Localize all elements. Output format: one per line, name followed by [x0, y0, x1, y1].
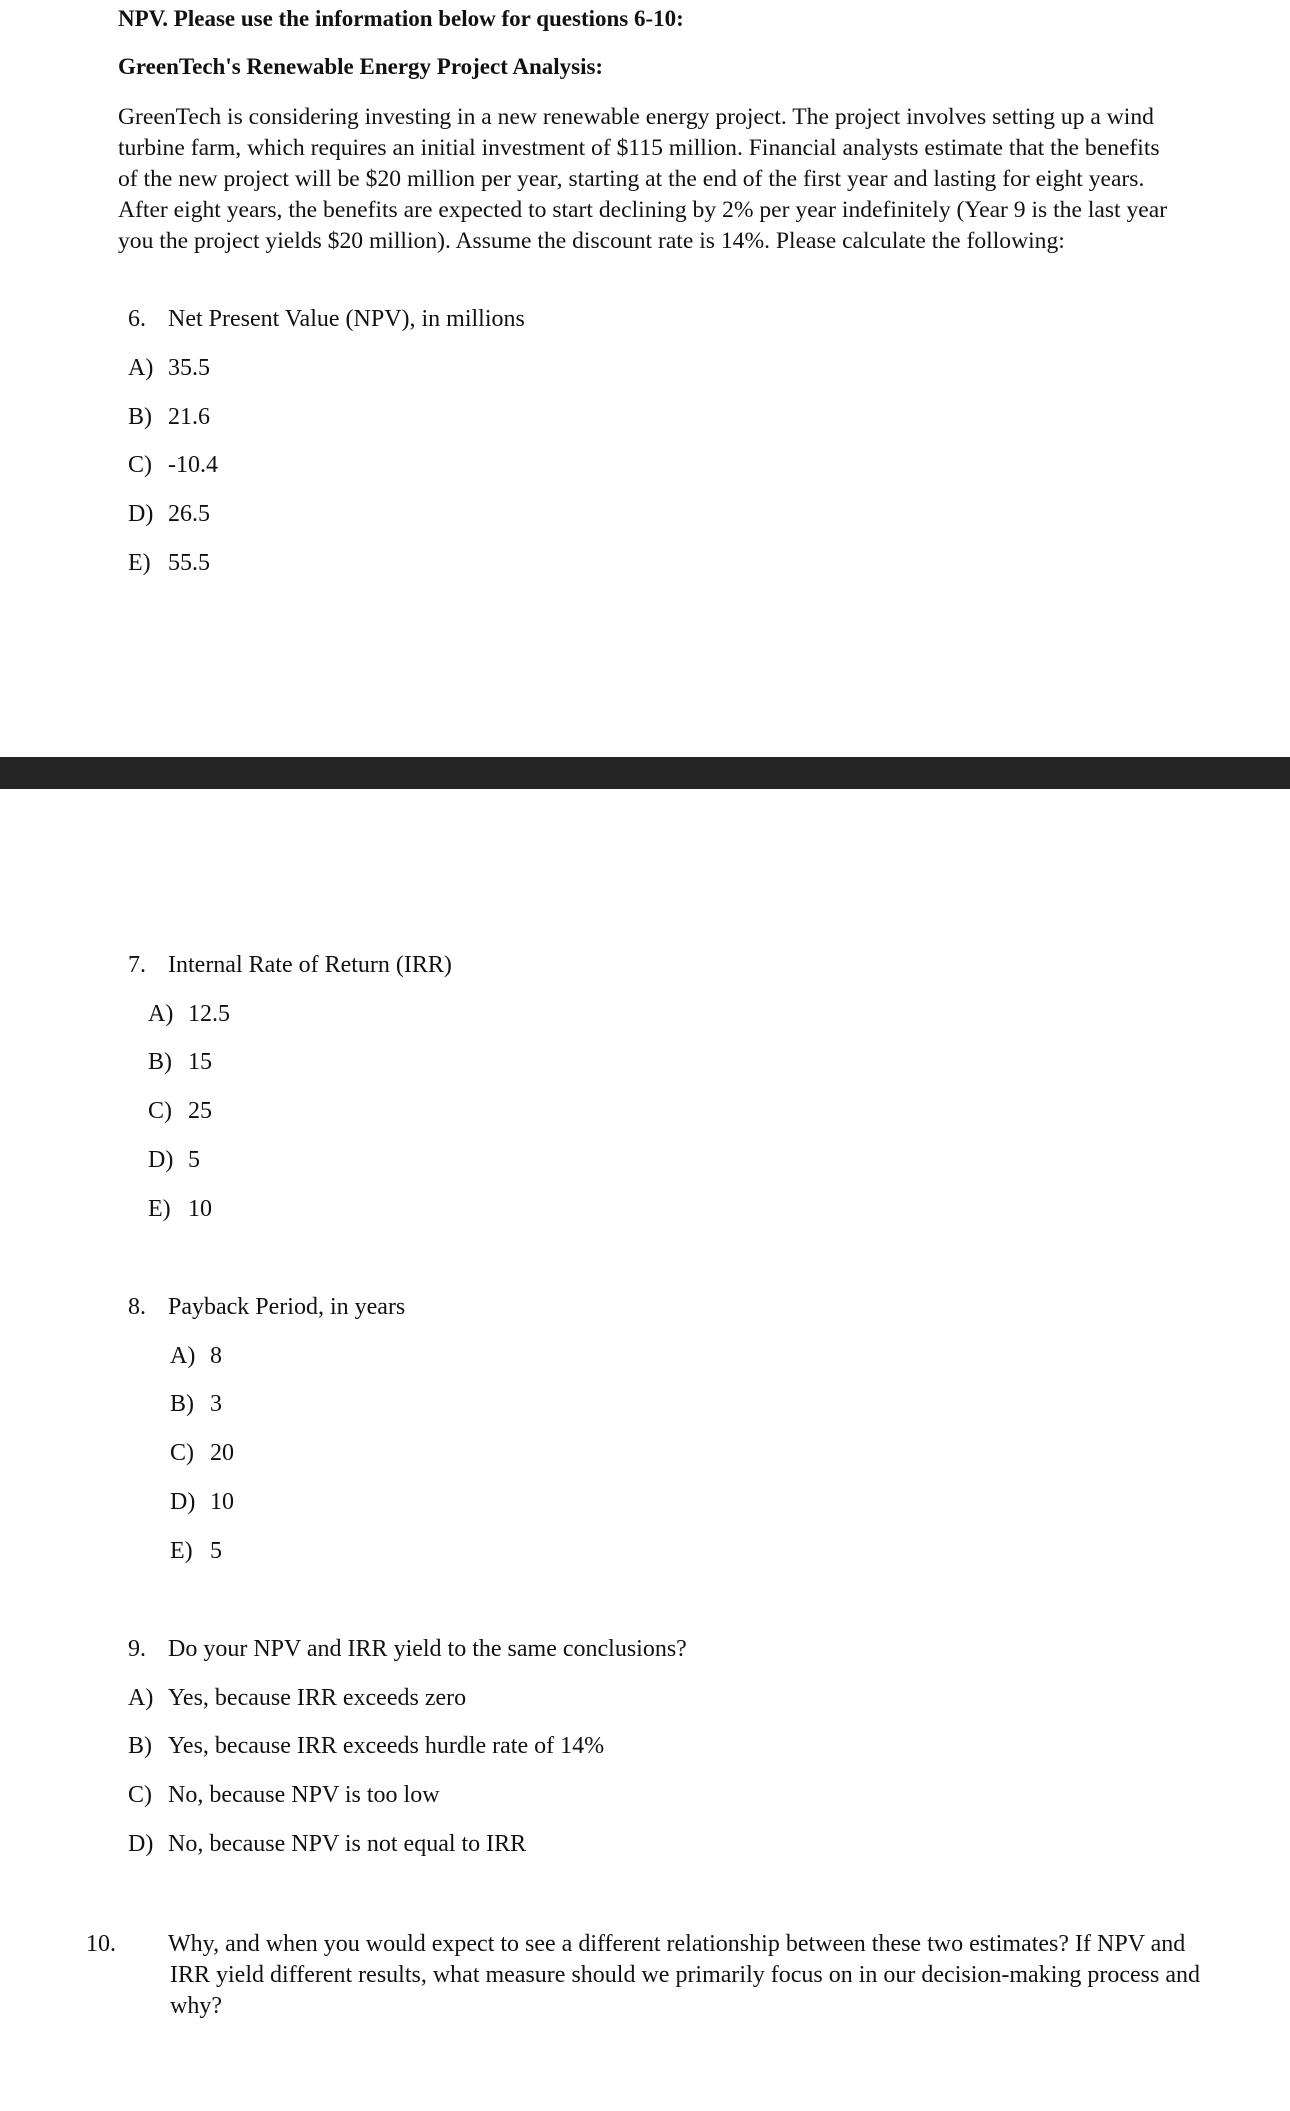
option-letter: B)	[128, 404, 152, 430]
question-7-option-e[interactable]	[148, 1196, 212, 1223]
question-6-option-c[interactable]	[128, 452, 218, 479]
question-8-option-e[interactable]	[170, 1538, 222, 1565]
option-text: 10	[188, 1196, 212, 1222]
question-7-text: Internal Rate of Return (IRR)	[168, 952, 452, 978]
question-9-option-c[interactable]	[128, 1782, 440, 1809]
option-text: -10.4	[168, 452, 218, 478]
question-7-number: 7.	[128, 952, 146, 978]
question-8-line	[128, 1294, 405, 1321]
option-letter: D)	[128, 1831, 154, 1857]
option-letter: B)	[170, 1391, 194, 1417]
option-letter: C)	[128, 1782, 152, 1808]
option-text: 5	[188, 1147, 200, 1173]
question-8-number: 8.	[128, 1294, 146, 1320]
question-6-number: 6.	[128, 306, 146, 332]
option-letter: D)	[170, 1489, 196, 1515]
option-letter: B)	[148, 1049, 172, 1075]
question-10	[86, 1929, 1200, 2022]
option-text: Yes, because IRR exceeds hurdle rate of 14%	[168, 1733, 605, 1759]
option-text: No, because NPV is not equal to IRR	[168, 1831, 527, 1857]
option-text: 15	[188, 1049, 212, 1075]
question-7-line	[128, 952, 452, 979]
question-7-option-c[interactable]	[148, 1098, 212, 1125]
question-6-option-d[interactable]	[128, 501, 210, 528]
document-title: NPV. Please use the information below for questions 6-10:	[118, 6, 684, 31]
question-7-option-b[interactable]	[148, 1049, 212, 1076]
page-divider-bar	[0, 757, 1290, 789]
option-text: 21.6	[168, 404, 210, 430]
question-8-option-d[interactable]	[170, 1489, 234, 1516]
question-9-text: Do your NPV and IRR yield to the same conclusions?	[168, 1636, 687, 1662]
option-text: 25	[188, 1098, 212, 1124]
option-text: 5	[210, 1538, 222, 1564]
option-letter: E)	[170, 1538, 193, 1564]
option-letter: A)	[128, 1685, 154, 1711]
option-text: 8	[210, 1343, 222, 1369]
question-8-option-b[interactable]	[170, 1391, 222, 1418]
question-9-option-b[interactable]	[128, 1733, 604, 1760]
intro-paragraph: GreenTech is considering investing in a new renewable energy project. The project involves setting up a wind turbine farm, which requires an initial investment of $115 million. Financial analysts estimate that the benefits of the new project will be $20 million per year, starting at the end of the first year and lasting for eight years. After eight years, the benefits are expected to start declining by 2% per year indefinitely (Year 9 is the last year you the project yields $20 million). Assume the discount rate is 14%. Please calculate the following:	[118, 104, 1168, 254]
question-6-text: Net Present Value (NPV), in millions	[168, 306, 525, 332]
question-10-number: 10.	[86, 1931, 116, 1957]
option-letter: B)	[128, 1733, 152, 1759]
option-letter: E)	[128, 550, 151, 576]
option-text: No, because NPV is too low	[168, 1782, 440, 1808]
option-letter: A)	[170, 1343, 196, 1369]
option-text: 3	[210, 1391, 222, 1417]
question-9-option-a[interactable]	[128, 1685, 466, 1712]
question-7-option-a[interactable]	[148, 1001, 230, 1028]
option-letter: D)	[148, 1147, 174, 1173]
option-text: 12.5	[188, 1001, 230, 1027]
option-letter: C)	[148, 1098, 172, 1124]
option-text: 26.5	[168, 501, 210, 527]
question-8-option-a[interactable]	[170, 1343, 222, 1370]
option-text: 10	[210, 1489, 234, 1515]
option-letter: C)	[170, 1440, 194, 1466]
question-6-option-b[interactable]	[128, 404, 210, 431]
question-6-line	[128, 306, 525, 333]
option-letter: E)	[148, 1196, 171, 1222]
option-letter: D)	[128, 501, 154, 527]
question-6-option-e[interactable]	[128, 550, 210, 577]
option-letter: A)	[148, 1001, 174, 1027]
document-subtitle: GreenTech's Renewable Energy Project Analysis:	[118, 54, 604, 79]
question-7-option-d[interactable]	[148, 1147, 200, 1174]
option-text: 55.5	[168, 550, 210, 576]
option-text: 35.5	[168, 355, 210, 381]
option-letter: C)	[128, 452, 152, 478]
question-10-text: Why, and when you would expect to see a different relationship between these two estimates? If NPV and IRR yield different results, what measure should we primarily focus on in our decision-making process and why?	[168, 1931, 1200, 2019]
question-9-line	[128, 1636, 687, 1663]
option-text: 20	[210, 1440, 234, 1466]
question-8-text: Payback Period, in years	[168, 1294, 406, 1320]
question-6-option-a[interactable]	[128, 355, 210, 382]
option-text: Yes, because IRR exceeds zero	[168, 1685, 467, 1711]
option-letter: A)	[128, 355, 154, 381]
question-8-option-c[interactable]	[170, 1440, 234, 1467]
question-9-number: 9.	[128, 1636, 146, 1662]
question-9-option-d[interactable]	[128, 1831, 526, 1858]
